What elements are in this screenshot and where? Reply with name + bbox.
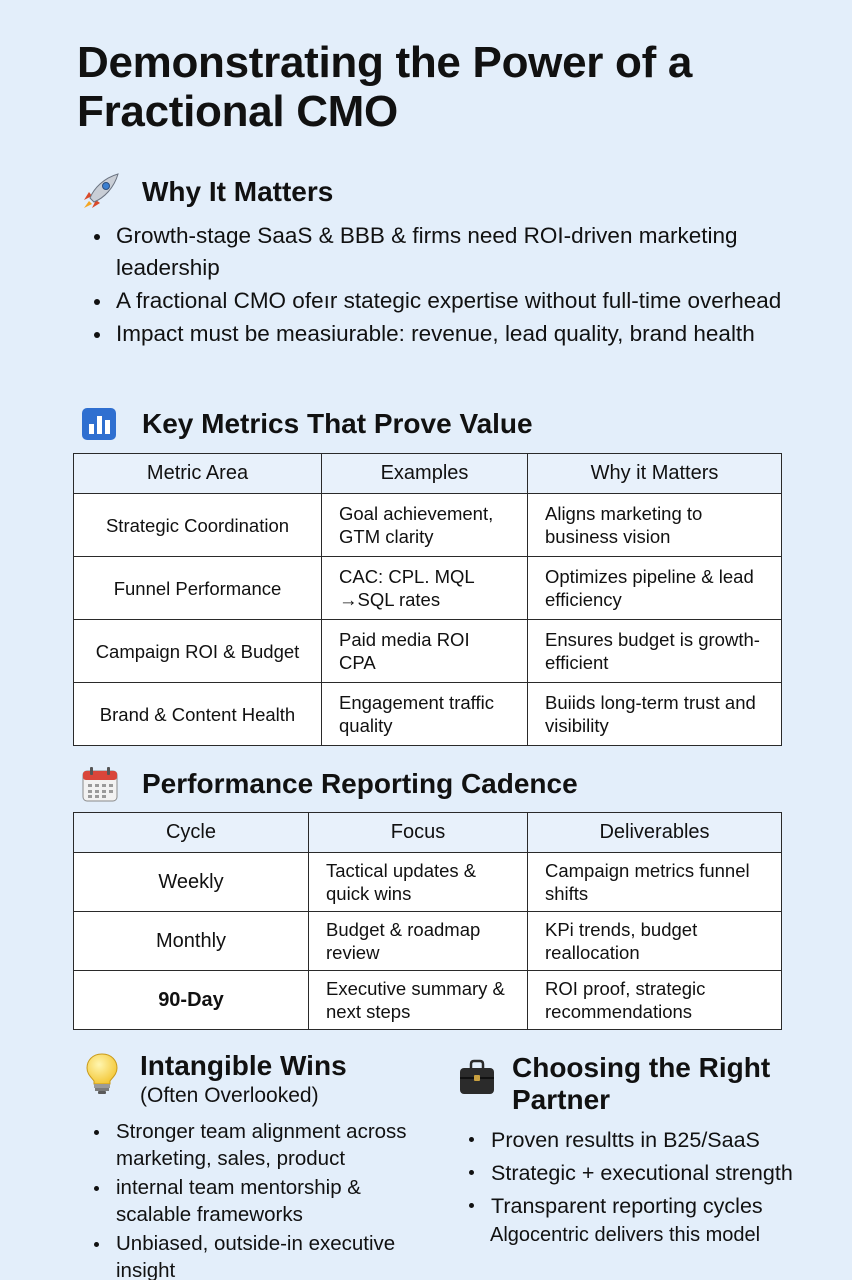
table-cell: Brand & Content Health — [74, 683, 322, 746]
table-cell: Strategic Coordination — [74, 494, 322, 557]
column-header: Focus — [309, 813, 528, 853]
cadence-section-header — [80, 764, 578, 804]
list-item: Strategic + executional strength — [451, 1158, 831, 1188]
partner-bullets — [451, 1125, 831, 1224]
why-bullets — [78, 220, 818, 351]
list-item: Growth-stage SaaS & BBB & firms need ROI-driven marketing leadership — [78, 220, 818, 284]
partner-heading: Choosing the Right Partner — [512, 1052, 771, 1115]
column-header: Examples — [322, 454, 528, 494]
table-cell: CAC: CPL. MQL →SQL rates — [322, 557, 528, 620]
table-header-row — [74, 454, 782, 494]
cadence-heading: Performance Reporting Cadence — [142, 768, 578, 799]
table-row — [74, 683, 782, 746]
partner-note: Algocentric delivers this model — [490, 1224, 761, 1246]
table-row — [74, 557, 782, 620]
partner-section-header — [458, 1052, 812, 1116]
briefcase-icon — [458, 1058, 496, 1098]
bar-chart-icon — [80, 404, 120, 444]
table-row — [74, 853, 782, 912]
table-cell: 90-Day — [74, 971, 309, 1030]
rocket-icon — [80, 172, 120, 212]
cadence-table — [73, 812, 782, 1030]
intangible-heading: Intangible Wins — [140, 1050, 347, 1081]
table-cell: Tactical updates & quick wins — [309, 853, 528, 912]
table-cell: Paid media ROI CPA — [322, 620, 528, 683]
table-row — [74, 620, 782, 683]
table-cell: KPi trends, budget reallocation — [528, 912, 782, 971]
table-header-row — [74, 813, 782, 853]
intangible-subheading: (Often Overlooked) — [140, 1084, 319, 1107]
table-cell: Executive summary & next steps — [309, 971, 528, 1030]
list-item: A fractional CMO ofeır stategic expertise without full-time overhead — [78, 285, 818, 317]
column-header: Metric Area — [74, 454, 322, 494]
metrics-table — [73, 453, 782, 746]
table-cell: Aligns marketing to business vision — [528, 494, 782, 557]
why-heading: Why It Matters — [142, 176, 334, 207]
column-header: Cycle — [74, 813, 309, 853]
metrics-section-header — [80, 404, 533, 444]
list-item: Impact must be measiurable: revenue, lead quality, brand health — [78, 318, 818, 350]
lightbulb-icon — [84, 1052, 120, 1096]
why-section-header — [80, 172, 333, 212]
table-cell: Campaign metrics funnel shifts — [528, 853, 782, 912]
list-item: Stronger team alignment across marketing, sales, product — [76, 1118, 431, 1172]
table-row — [74, 912, 782, 971]
page-title: Demonstrating the Power of a Fractional CMO — [77, 38, 693, 136]
table-cell: Weekly — [74, 853, 309, 912]
table-cell: Campaign ROI & Budget — [74, 620, 322, 683]
table-row — [74, 971, 782, 1030]
list-item: Proven resultts in B25/SaaS — [451, 1125, 831, 1155]
table-cell: Ensures budget is growth-efficient — [528, 620, 782, 683]
table-cell: Budget & roadmap review — [309, 912, 528, 971]
list-item: Transparent reporting cycles — [451, 1191, 831, 1221]
list-item: internal team mentorship & scalable frameworks — [76, 1174, 431, 1228]
intangible-bullets — [76, 1118, 431, 1280]
calendar-icon — [80, 764, 120, 804]
table-cell: ROI proof, strategic recommendations — [528, 971, 782, 1030]
table-row — [74, 494, 782, 557]
intangible-section-header — [84, 1050, 347, 1108]
table-cell: Monthly — [74, 912, 309, 971]
column-header: Deliverables — [528, 813, 782, 853]
metrics-heading: Key Metrics That Prove Value — [142, 408, 533, 439]
list-item: Unbiased, outside-in executive insight — [76, 1230, 431, 1280]
table-cell: Goal achievement, GTM clarity — [322, 494, 528, 557]
table-cell: Optimizes pipeline & lead efficiency — [528, 557, 782, 620]
table-cell: Funnel Performance — [74, 557, 322, 620]
table-cell: Engagement traffic quality — [322, 683, 528, 746]
table-cell: Buiids long-term trust and visibility — [528, 683, 782, 746]
column-header: Why it Matters — [528, 454, 782, 494]
